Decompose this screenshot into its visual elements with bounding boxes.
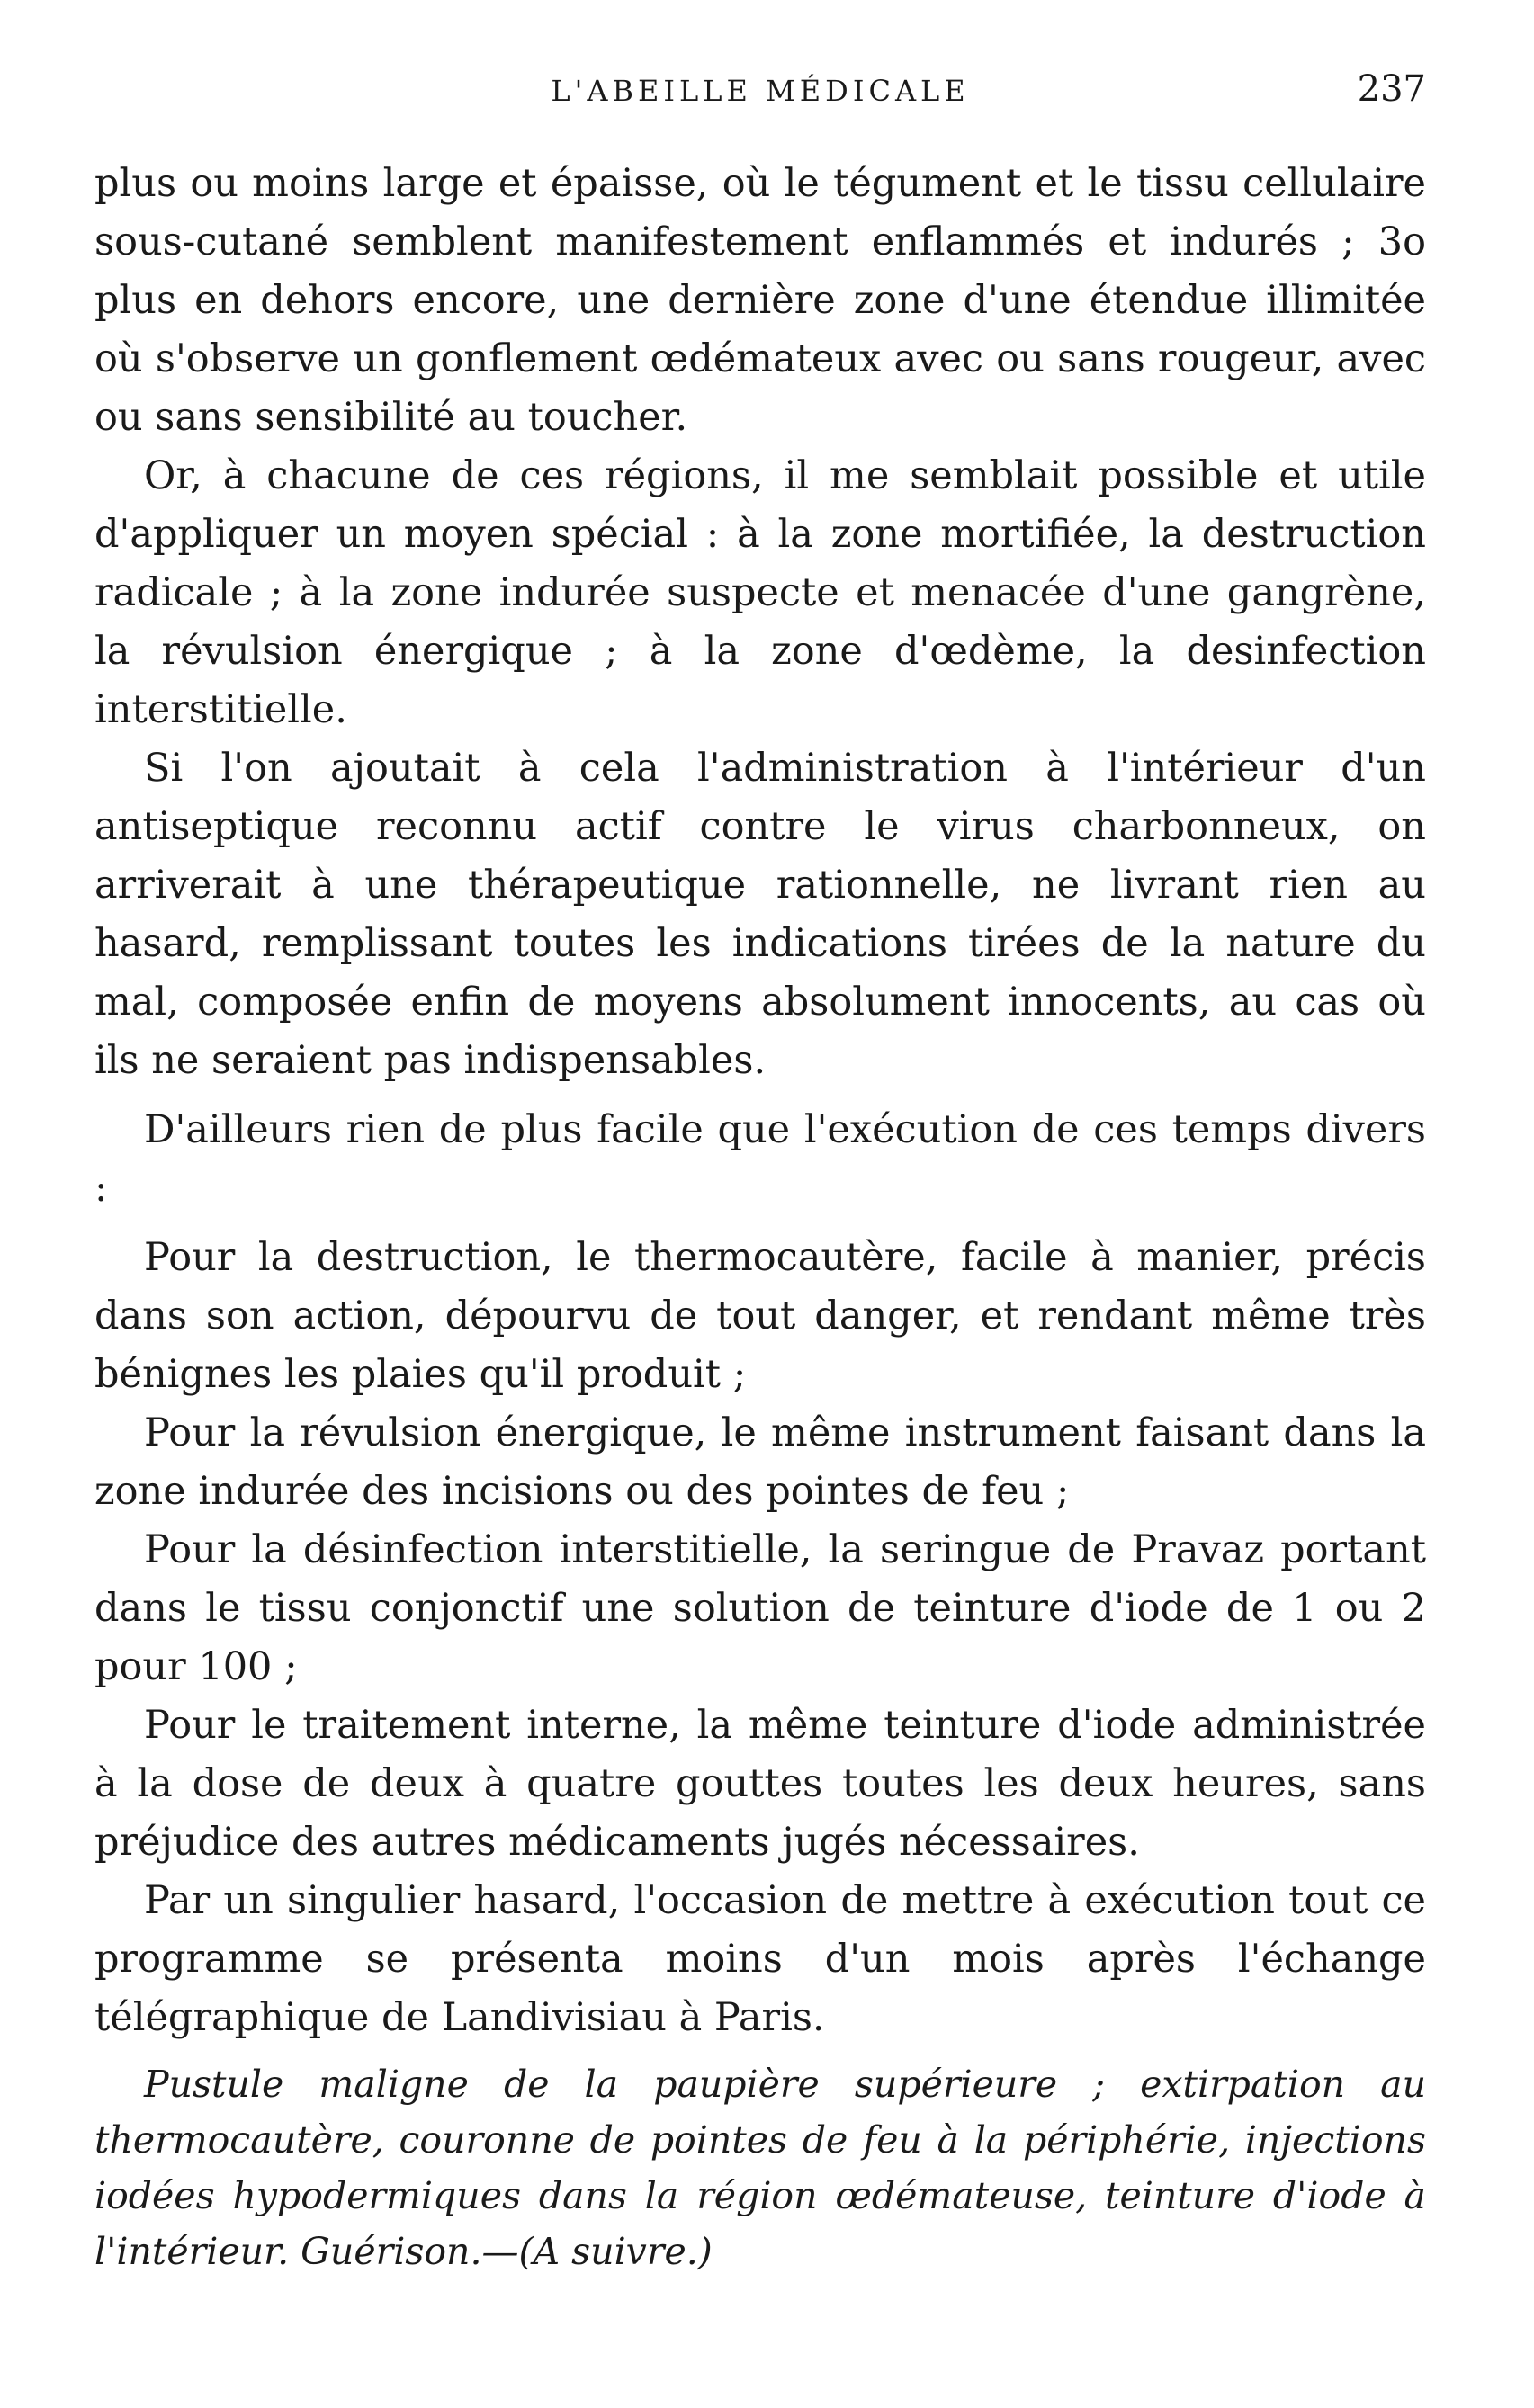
paragraph-continuation: plus ou moins large et épaisse, où le tégument et le tissu cellulaire sous-cutané semblent manifestement enflammés et indurés ; 3o plus en dehors encore, une dernière zone d'une étendue illimitée où s'observe un gonflement œdémateux avec ou sans rougeur, avec ou sans sensibilité au toucher.	[94, 161, 1426, 440]
paragraph-antiseptic: Si l'on ajoutait à cela l'administration à l'intérieur d'un antiseptique reconnu actif contre le virus charbonneux, on arriverait à une thérapeutique rationnelle, ne livrant rien au hasard, remplissant toutes les indications tirées de la nature du mal, composée enfin de moyens absolument innocents, au cas où ils ne seraient pas indispensables.	[94, 746, 1426, 1083]
running-title: L'ABEILLE MÉDICALE	[551, 74, 970, 108]
paragraph-destruction: Pour la destruction, le thermocautère, facile à manier, précis dans son action, dépourvu de tout danger, et rendant même très bénignes les plaies qu'il produit ;	[94, 1235, 1426, 1397]
paragraph-occasion: Par un singulier hasard, l'occasion de mettre à exécution tout ce programme se présenta moins d'un mois après l'échange télégraphique de Landivisiau à Paris.	[94, 1878, 1426, 2040]
running-header	[94, 63, 1426, 135]
paragraph-internal-treatment: Pour le traitement interne, la même teinture d'iode administrée à la dose de deux à quatre gouttes toutes les deux heures, sans préjudice des autres médicaments jugés nécessaires.	[94, 1703, 1426, 1865]
paragraph-regions: Or, à chacune de ces régions, il me semblait possible et utile d'appliquer un moyen spécial : à la zone mortifiée, la destruction radicale ; à la zone indurée suspecte et menacée d'une gangrène, la révulsion énergique ; à la zone d'œdème, la desinfection interstitielle.	[94, 453, 1426, 732]
paragraph-revulsion: Pour la révulsion énergique, le même instrument faisant dans la zone indurée des incisions ou des pointes de feu ;	[94, 1410, 1426, 1514]
case-heading: Pustule maligne de la paupière supérieure ; extirpation au thermocautère, couronne de pointes de feu à la périphérie, injections iodées hypodermiques dans la région œdémateuse, teinture d'iode à l'intérieur. Guérison.—(A suivre.)	[94, 2063, 1426, 2273]
page-number: 237	[1357, 68, 1426, 110]
paragraph-disinfection: Pour la désinfection interstitielle, la seringue de Pravaz portant dans le tissu conjonctif une solution de teinture d'iode de 1 ou 2 pour 100 ;	[94, 1527, 1426, 1689]
body-text	[94, 155, 1426, 2279]
paragraph-execution: D'ailleurs rien de plus facile que l'exécution de ces temps divers :	[94, 1107, 1426, 1211]
